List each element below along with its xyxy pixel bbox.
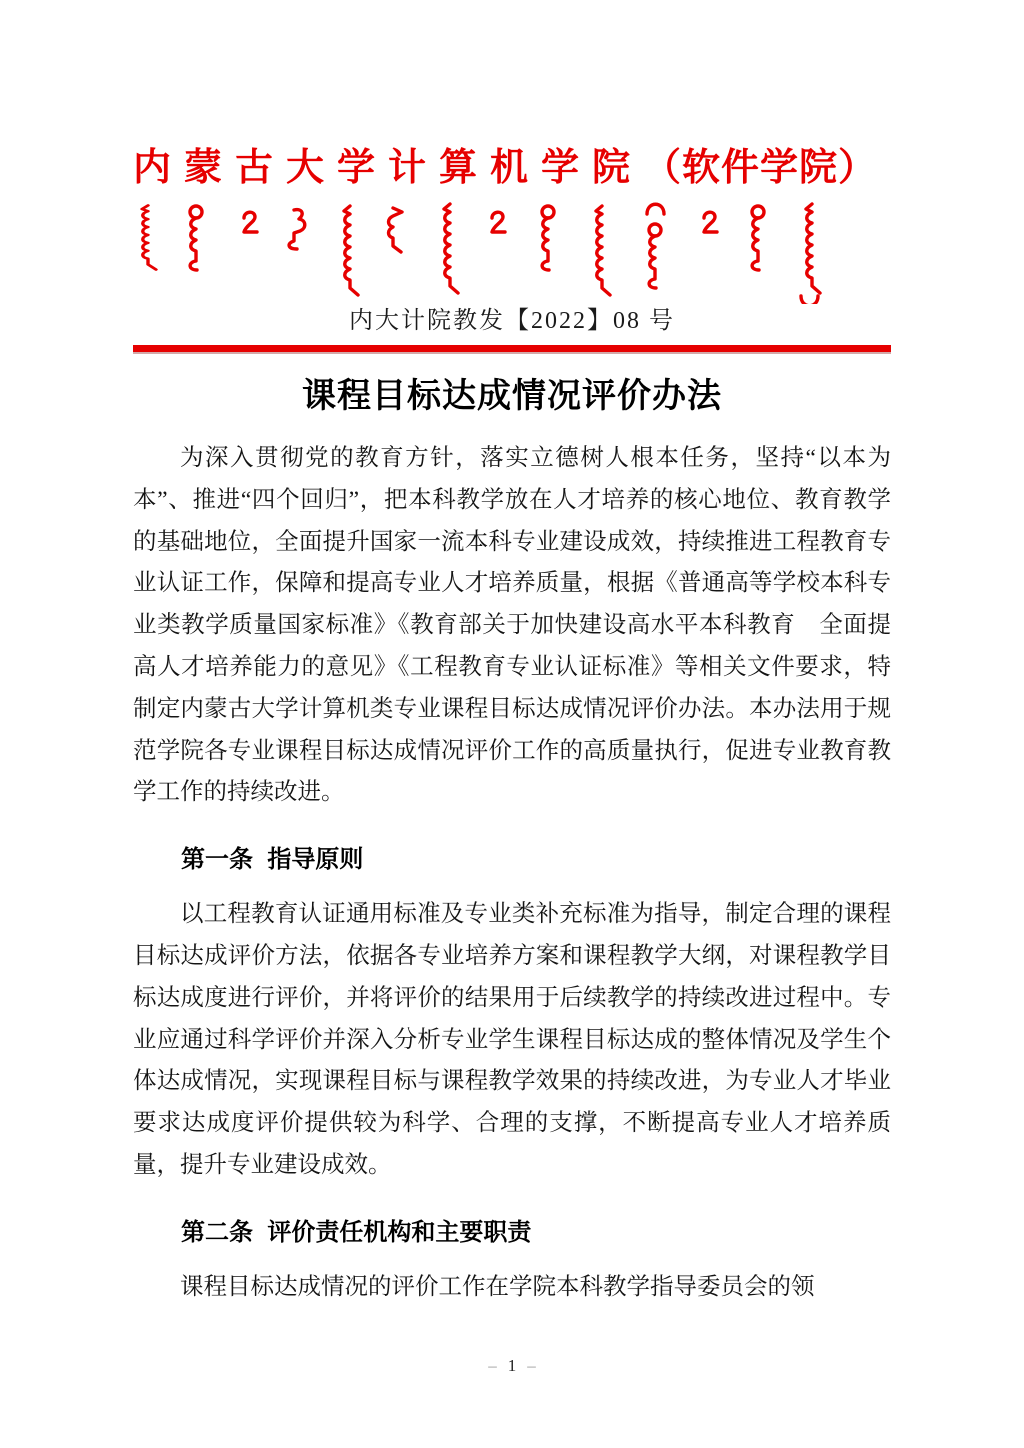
org-name-main: 内蒙古大学计算机学院 (133, 147, 644, 189)
section-2-paragraph: 课程目标达成情况的评价工作在学院本科教学指导委员会的领 (180, 1273, 815, 1300)
org-name-paren: （软件学院） (643, 147, 878, 189)
page-number-dash-right: – (527, 1356, 536, 1375)
page-footer (0, 1356, 1024, 1376)
doc-number: 内大计院教发【2022】08 号 (349, 308, 675, 334)
section-2-title: 评价责任机构和主要职责 (267, 1219, 532, 1246)
section-1-label: 第一条 (181, 847, 253, 874)
document-title: 课程目标达成情况评价办法 (302, 377, 722, 415)
mongolian-script-banner (133, 200, 891, 304)
section-2-heading (133, 1213, 891, 1253)
section-1-heading (133, 840, 891, 880)
section-1-paragraph: 以工程教育认证通用标准及专业类补充标准为指导，制定合理的课程目标达成评价方法，依据各专业培养方案和课程教学大纲，对课程教学目标达成度进行评价，并将评价的结果用于后续教学的持续改进过程中。专业应通过科学评价并深入分析专业学生课程目标达成的整体情况及学生个体达成情况，实现课程目标与课程教学效果的持续改进，为专业人才毕业要求达成度评价提供较为科学、合理的支撑，不断提高专业人才培养质量，提升专业建设成效。 (133, 901, 891, 1178)
intro-paragraph: 为深入贯彻党的教育方针，落实立德树人根本任务，坚持“以本为本”、推进“四个回归”，把本科教学放在人才培养的核心地位、教育教学的基础地位，全面提升国家一流本科专业建设成效，持续推进工程教育专业认证工作，保障和提高专业人才培养质量，根据《普通高等学校本科专业类教学质量国家标准》《教育部关于加快建设高水平本科教育 全面提高人才培养能力的意见》《工程教育专业认证标准》等相关文件要求，特制定内蒙古大学计算机类专业课程目标达成情况评价办法。本办法用于规范学院各专业课程目标达成情况评价工作的高质量执行，促进专业教育教学工作的持续改进。 (133, 445, 891, 806)
section-1-title: 指导原则 (267, 847, 364, 874)
page-number-dash-left: – (488, 1356, 497, 1375)
page-number: 1 (507, 1356, 517, 1375)
red-divider (133, 345, 891, 352)
org-name-line (133, 146, 891, 190)
section-2-label: 第二条 (181, 1219, 253, 1246)
